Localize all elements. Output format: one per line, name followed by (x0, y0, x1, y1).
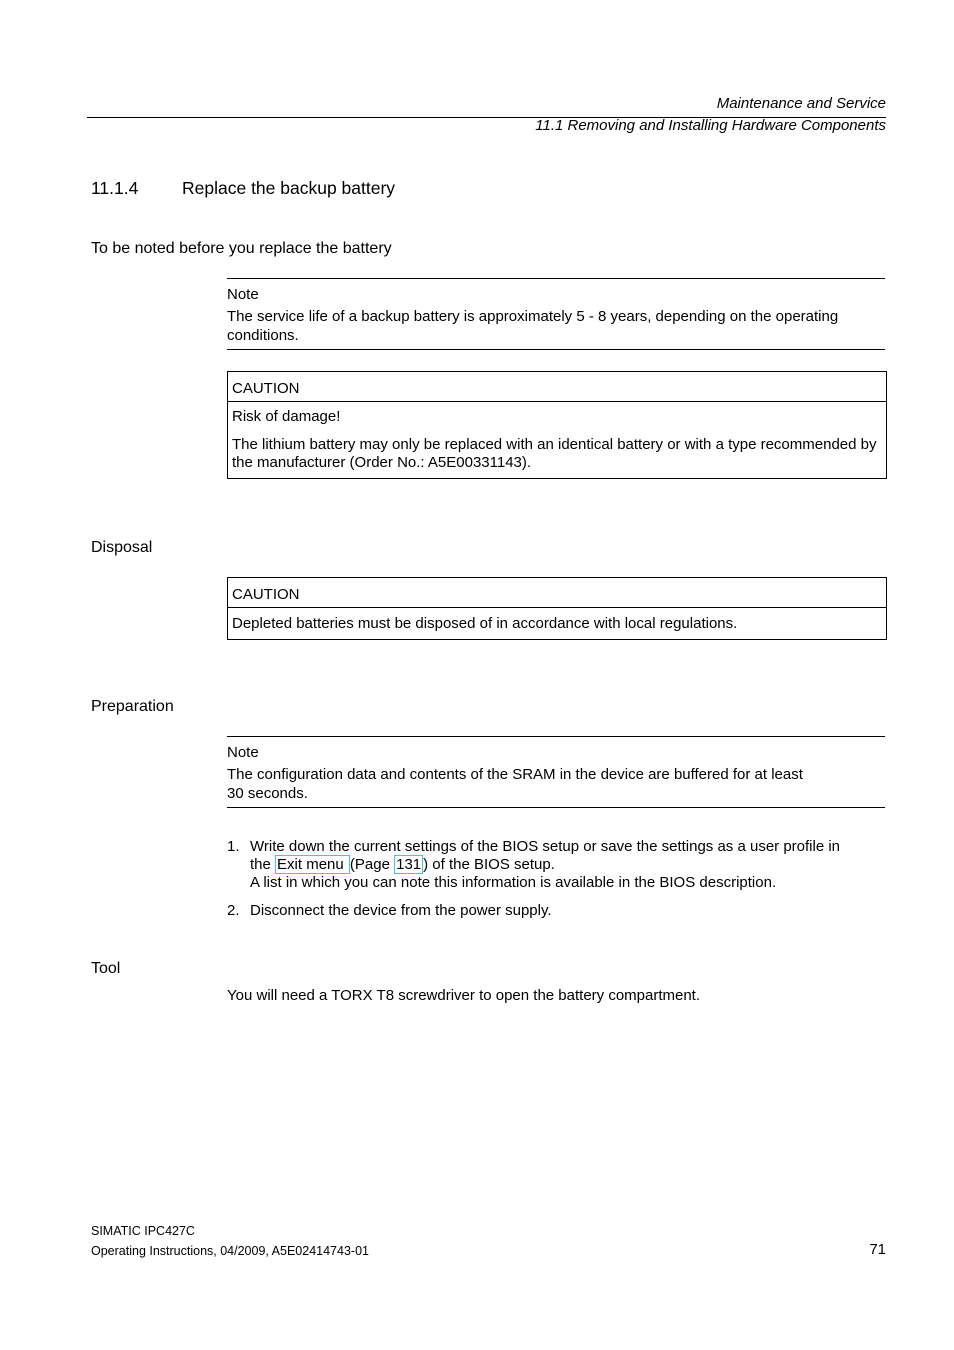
running-header-chapter: Maintenance and Service (716, 95, 886, 112)
caution-disposal-text: Depleted batteries must be disposed of in accordance with local regulations. (232, 615, 738, 632)
subheading-disposal: Disposal (91, 539, 153, 556)
exit-menu-link[interactable]: Exit menu (277, 856, 348, 873)
step-1-text-post: ) of the BIOS setup. (423, 856, 555, 873)
page-number: 71 (869, 1241, 886, 1258)
caution-title: CAUTION (228, 372, 886, 402)
caution-disposal (227, 577, 887, 640)
caution-line-1: Risk of damage! (232, 408, 341, 425)
note-service-life (227, 278, 885, 350)
header-rule (87, 117, 886, 118)
caution-line-2: The lithium battery may only be replaced with an identical battery or with a type recommended by the manufacturer (Order No.: A5E00331143). (232, 436, 877, 471)
step-1-text-mid: (Page (349, 856, 395, 873)
caution-risk-of-damage (227, 371, 887, 479)
note-sram-buffer (227, 736, 885, 808)
list-item-step-1 (227, 838, 887, 892)
running-header-section: 11.1 Removing and Installing Hardware Components (535, 117, 886, 134)
step-1-line-3: A list in which you can note this information is available in the BIOS description. (250, 874, 777, 891)
step-1-line-1: Write down the current settings of the BIOS setup or save the settings as a user profile in (250, 838, 841, 855)
footer-product: SIMATIC IPC427C (91, 1224, 195, 1238)
note-title: Note (227, 286, 259, 303)
note-line-2: 30 seconds. (227, 785, 308, 802)
subheading-before: To be noted before you replace the battery (91, 240, 392, 257)
note-title: Note (227, 744, 259, 761)
section-title: Replace the backup battery (182, 178, 396, 198)
page-131-link[interactable]: 131 (396, 856, 422, 873)
subheading-tool: Tool (91, 960, 121, 977)
caution-title: CAUTION (228, 578, 886, 608)
section-heading (91, 178, 395, 199)
footer-document: Operating Instructions, 04/2009, A5E02414743-01 (91, 1244, 369, 1258)
step-1-text-pre: the (250, 856, 276, 873)
step-1-line-2 (250, 856, 887, 874)
step-number: 2. (227, 902, 240, 919)
subheading-preparation: Preparation (91, 698, 174, 715)
step-number: 1. (227, 838, 240, 855)
section-number: 11.1.4 (91, 178, 139, 198)
note-line-1: The configuration data and contents of the SRAM in the device are buffered for at least (227, 766, 803, 783)
note-text: The service life of a backup battery is approximately 5 - 8 years, depending on the operating conditions. (227, 308, 839, 344)
tool-text: You will need a TORX T8 screwdriver to open the battery compartment. (227, 987, 701, 1004)
step-2-text: Disconnect the device from the power supply. (250, 902, 552, 919)
list-item-step-2 (227, 902, 887, 920)
